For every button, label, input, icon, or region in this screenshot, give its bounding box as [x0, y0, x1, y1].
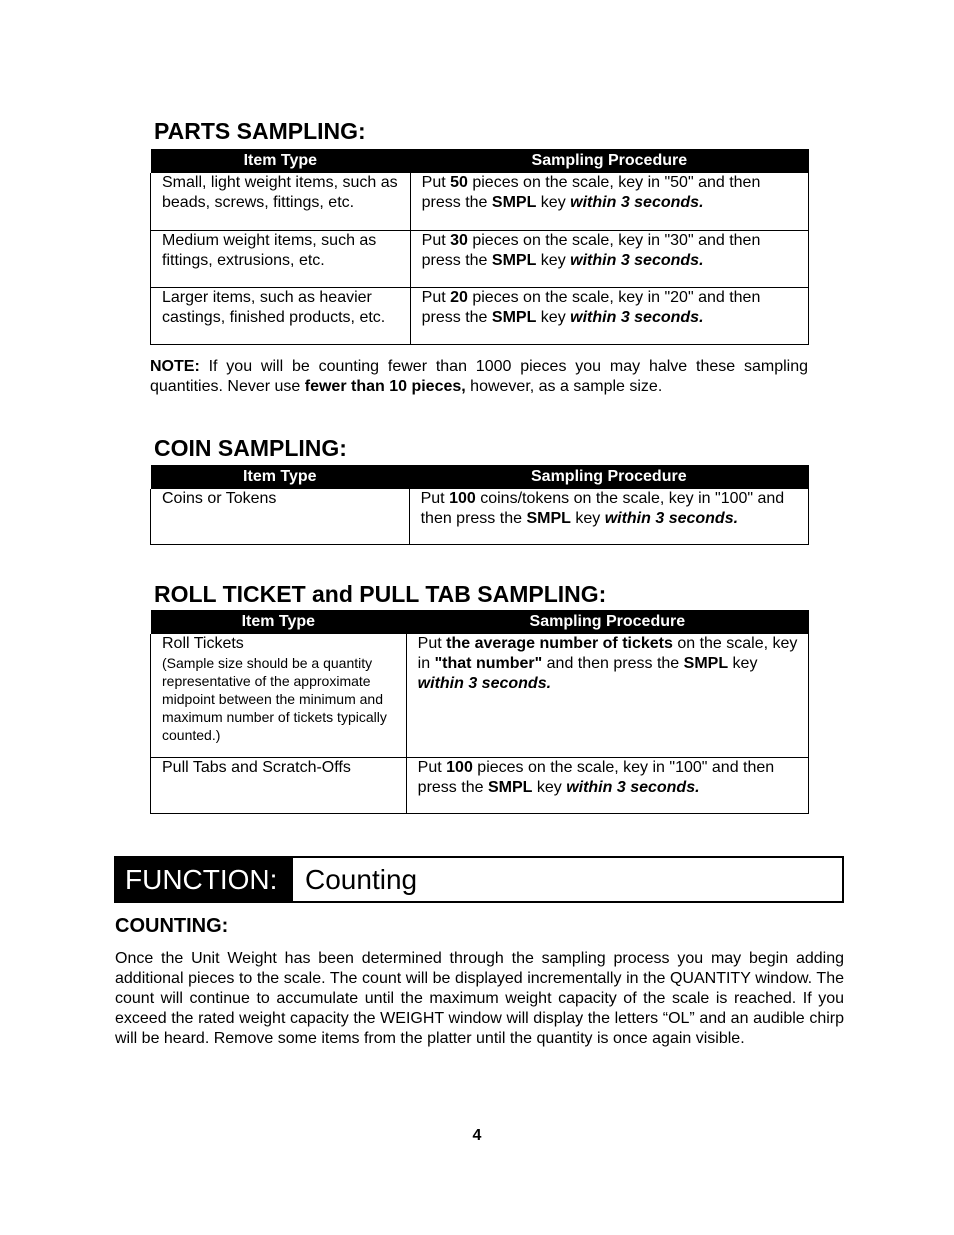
- procedure-cell: Put 50 pieces on the scale, key in "50" and then press the SMPL key within 3 seconds.: [410, 173, 808, 230]
- item-type-cell: Pull Tabs and Scratch-Offs: [151, 757, 407, 813]
- roll-ticket-sampling-heading: ROLL TICKET and PULL TAB SAMPLING:: [154, 581, 607, 607]
- item-type-cell: Small, light weight items, such as beads, screws, fittings, etc.: [151, 173, 411, 230]
- table-row: [151, 757, 809, 813]
- table-row: [151, 173, 809, 230]
- item-type-cell: Larger items, such as heavier castings, finished products, etc.: [151, 287, 411, 344]
- page-number: 4: [472, 1127, 482, 1144]
- function-label: FUNCTION:: [116, 858, 293, 901]
- counting-paragraph: Once the Unit Weight has been determined through the sampling process you may begin adding additional pieces to the scale. The count will be displayed incrementally in the QUANTITY window. The count will continue to accumulate until the maximum weight capacity of the scale is reached. If you exceed the rated weight capacity the WEIGHT window will display the letters “OL” and an audible chirp will be heard. Remove some items from the platter until the quantity is once again visible.: [115, 950, 844, 1047]
- function-banner: [114, 856, 844, 903]
- procedure-cell: Put 30 pieces on the scale, key in "30" and then press the SMPL key within 3 seconds.: [410, 230, 808, 287]
- table-header-row: [151, 465, 809, 489]
- roll-ticket-sampling-table: [150, 610, 809, 814]
- item-type-cell: [151, 634, 407, 757]
- table-row: [151, 287, 809, 344]
- coin-sampling-table: [150, 465, 809, 545]
- column-header-item-type: Item Type: [151, 465, 410, 489]
- table-row: [151, 230, 809, 287]
- coin-sampling-heading: COIN SAMPLING:: [154, 435, 347, 461]
- parts-sampling-heading: PARTS SAMPLING:: [154, 118, 366, 144]
- item-type-cell: Coins or Tokens: [151, 489, 410, 544]
- column-header-sampling-procedure: Sampling Procedure: [410, 149, 808, 173]
- procedure-cell: Put 100 pieces on the scale, key in "100" and then press the SMPL key within 3 seconds.: [406, 757, 808, 813]
- item-type-cell: Medium weight items, such as fittings, extrusions, etc.: [151, 230, 411, 287]
- function-name: Counting: [305, 864, 418, 895]
- column-header-sampling-procedure: Sampling Procedure: [406, 610, 808, 634]
- table-row: [151, 489, 809, 544]
- procedure-cell: Put 100 coins/tokens on the scale, key in "100" and then press the SMPL key within 3 seconds.: [409, 489, 808, 544]
- table-header-row: [151, 149, 809, 173]
- column-header-item-type: Item Type: [151, 610, 407, 634]
- counting-heading: COUNTING:: [115, 915, 229, 937]
- column-header-item-type: Item Type: [151, 149, 411, 173]
- parts-sampling-table: [150, 149, 809, 345]
- table-header-row: [151, 610, 809, 634]
- sampling-note: NOTE: If you will be counting fewer than 1000 pieces you may halve these sampling quantities. Never use fewer than 10 pieces, however, as a sample size.: [150, 358, 808, 395]
- column-header-sampling-procedure: Sampling Procedure: [409, 465, 808, 489]
- procedure-cell: Put 20 pieces on the scale, key in "20" and then press the SMPL key within 3 seconds.: [410, 287, 808, 344]
- table-row: [151, 634, 809, 757]
- procedure-cell: Put the average number of tickets on the scale, key in "that number" and then press the SMPL key within 3 seconds.: [406, 634, 808, 757]
- item-type-label: Roll Tickets: [162, 635, 244, 652]
- item-type-note: (Sample size should be a quantity representative of the approximate midpoint between the minimum and maximum number of tickets typically counted.): [162, 655, 387, 743]
